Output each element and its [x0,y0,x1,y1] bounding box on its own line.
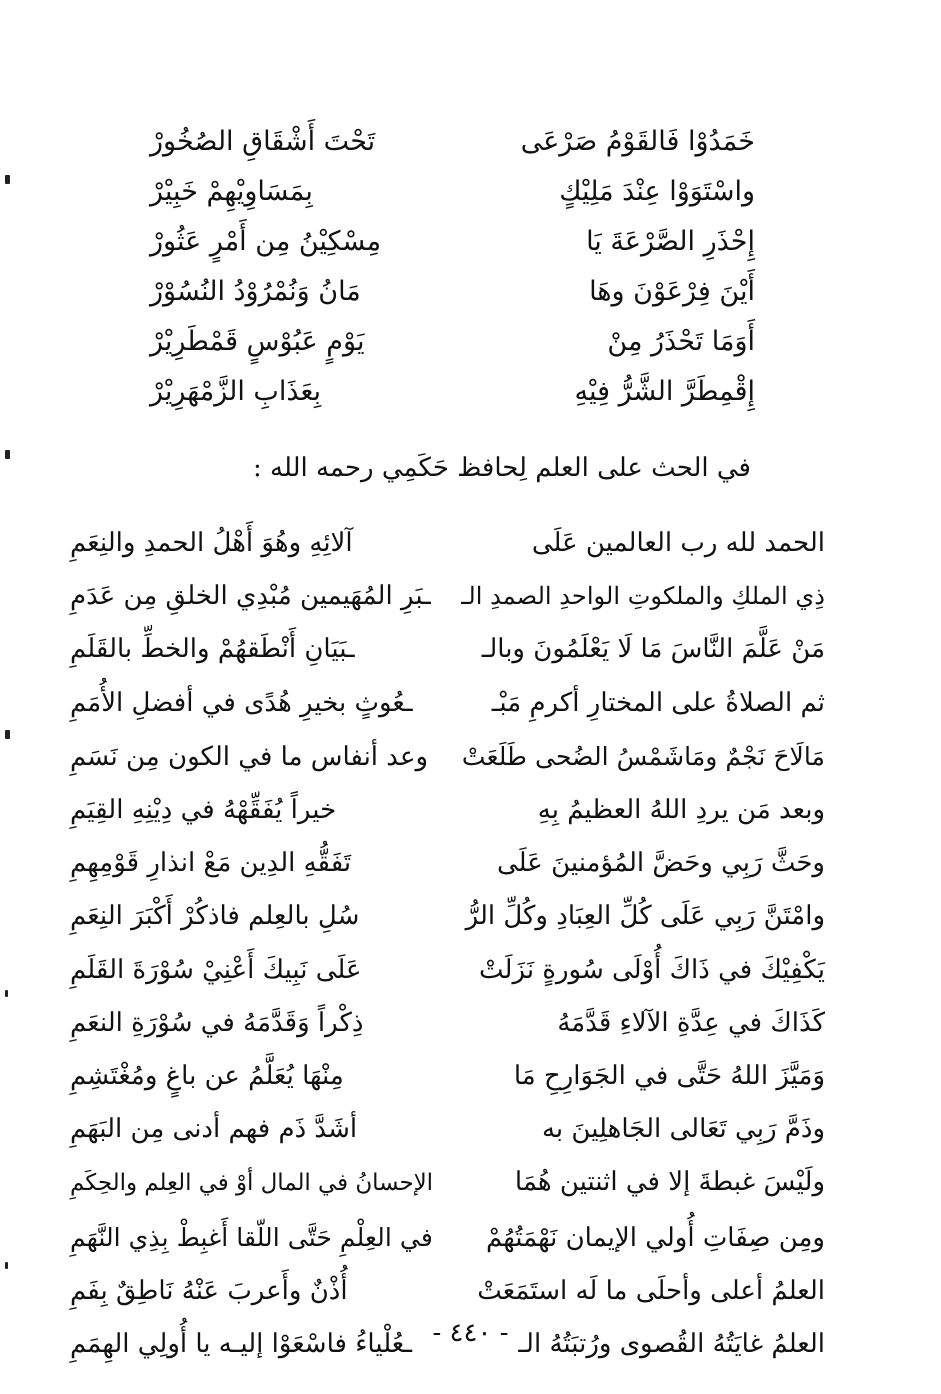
second-hemistich: ـبَيَانِ أَنْطَقهُمْ والخطِّ بالقَلَمِ [70,634,355,665]
poem-line [70,890,825,943]
first-hemistich: الحمد لله رب العالمين عَلَى [531,528,825,558]
poem-line [150,117,755,167]
first-hemistich: ثم الصلاةُ على المختارِ أكرمِ مَبْـ [491,687,825,718]
first-hemistich: كَذَاكَ في عِدَّةِ الآلاءِ قَدَّمَهُ [557,1007,825,1038]
first-hemistich: العلمُ أعلى وأحلَى ما لَه استَمَعَتْ [477,1275,825,1306]
first-hemistich: مَنْ عَلَّمَ النَّاسَ مَا لَا يَعْلَمُونَ وبالـ [481,634,825,665]
first-hemistich: ومِن صِفَاتِ أُولي الإيمان نَهْمَتُهُمْ [485,1222,825,1253]
second-hemistich: مِنْهَا يُعَلَّمُ عن باغٍ ومُغْتَشِمِ [70,1061,344,1092]
second-hemistich: بِعَذَابِ الزَّمْهَرِيْرْ [150,376,322,407]
poem-line [70,517,825,570]
poem-line [150,167,755,217]
first-hemistich: وذَمَّ رَبِي تَعَالى الجَاهلِينَ به [541,1114,825,1145]
margin-mark [5,175,10,184]
poem-line [150,317,755,367]
second-hemistich: خيراً يُفَقِّهْهُ في دِيْنِهِ القِيَمِ [70,795,337,826]
first-hemistich: إِقْمِطَرَّ الشَّرُّ فِيْهِ [574,376,755,407]
second-hemistich: ـعُلْياءُ فاسْعَوْا إليـه يا أُولِي الهِمَمِ [70,1329,412,1360]
poem-line [70,623,825,676]
first-hemistich: واسْتَوَوْا عِنْدَ مَلِيْكٍ [559,176,755,207]
first-hemistich: ولَيْسَ غبطةَ إلا في اثنتين هُمَا [514,1167,825,1198]
poem-one [150,117,755,417]
second-hemistich: أشَدَّ ذَم فهم أدنى مِن البَهَمِ [70,1114,358,1145]
second-hemistich: أُذْنٌ وأَعربَ عَنْهُ نَاطِقٌ بِفَمِ [70,1275,348,1306]
poem-line [70,944,825,997]
second-hemistich: مَانُ وَنُمْرُوْدُ النُسُوْرْ [150,276,361,307]
poem-line [70,1050,825,1103]
poem-line [70,784,825,837]
poem-line [70,1156,825,1210]
second-hemistich: مِسْكِيْنُ مِن أَمْرٍ عَثُورْ [150,226,382,257]
poem-line [70,730,825,784]
second-hemistich: آلائِهِ وهُوَ أَهْلُ الحمدِ والنِعَمِ [70,528,353,558]
poem-line [70,570,825,623]
poem-line [150,217,755,267]
second-hemistich: عَلَى نَبِيكَ أَعْنِيْ سُوْرَةَ القَلَمِ [70,954,362,985]
second-hemistich: تَحْتَ أَشْقَاقِ الصُخُورْ [150,126,376,157]
first-hemistich: وبعد مَن يردِ اللهُ العظيمُ بِهِ [537,795,825,826]
first-hemistich: خَمَدُوْا فَالقَوْمُ صَرْعَى [520,126,755,157]
first-hemistich: إِحْذَرِ الصَّرْعَةَ يَا [586,226,755,257]
first-hemistich: وحَثَّ رَبِي وحَضَّ المُؤمنينَ عَلَى [497,848,825,879]
margin-mark [5,1262,8,1269]
first-hemistich: أَيْنَ فِرْعَوْنَ وهَا [589,276,755,307]
second-hemistich: وعد أنفاس ما في الكون مِن نَسَمِ [70,741,429,772]
second-hemistich: تَفَقُّهِ الدِين مَعْ انذارِ قَوْمِهِمِ [70,848,352,879]
second-hemistich: سُلِ بالعِلم فاذكُرْ أَكْبَرَ النِعَمِ [70,901,360,932]
first-hemistich: وَمَيَّزَ اللهُ حَتَّى في الجَوَارِحِ مَا [513,1061,825,1092]
second-hemistich: في العِلْمِ حَتَّى اللّقا أَغبِطْ بِذِي النَّهَمِ [70,1222,433,1252]
page-number: - ٤٤٠ - [432,1318,509,1348]
poem-line [70,677,825,730]
section-heading: في الحث على العلم لِحافظ حَكَمِي رحمه الله : [253,453,751,483]
first-hemistich: العلمُ غايَتُهُ القُصوى ورُتبَتُهُ الـ [518,1329,825,1360]
margin-mark [5,730,10,739]
second-hemistich: ـعُوثٍ بخيرِ هُدًى في أفضلِ الأُمَمِ [70,687,413,718]
first-hemistich: وامْتَنَّ رَبِي عَلَى كُلِّ العِبَادِ وكُلِّ الرُّ [465,901,825,932]
poem-line [150,267,755,317]
second-hemistich: ـبَرِ المُهَيمين مُبْدِي الخلقِ مِن عَدَمِ [70,581,431,612]
poem-line [70,1103,825,1156]
margin-mark [5,450,10,459]
first-hemistich: أَوَمَا تَحْذَرُ مِنْ [607,326,755,357]
poem-line [70,837,825,890]
poem-line [70,997,825,1050]
poem-line [150,367,755,417]
first-hemistich: مَالَاحَ نَجْمٌ ومَاشَمْسُ الضُحى طَلَعَتْ [461,741,825,771]
margin-mark [5,990,8,997]
poem-line [70,1265,825,1318]
first-hemistich: ذِي الملكِ والملكوتِ الواحدِ الصمدِ الـ [461,582,825,611]
poem-line [70,1211,825,1265]
second-hemistich: الإحسانُ في المال أوْ في العِلم والحِكَمِ [70,1170,434,1197]
second-hemistich: ذِكْراً وَقَدَّمَهُ في سُوْرَةِ النعَمِ [70,1007,364,1038]
poem-two [70,517,825,1371]
second-hemistich: يَوْمٍ عَبُوْسٍ قَمْطَرِيْرْ [150,326,365,357]
second-hemistich: بِمَسَاوِيْهِمْ خَبِيْرْ [150,176,313,207]
first-hemistich: يَكْفِيْكَ في ذَاكَ أُوْلَى سُورةٍ نَزَلَتْ [479,954,825,985]
